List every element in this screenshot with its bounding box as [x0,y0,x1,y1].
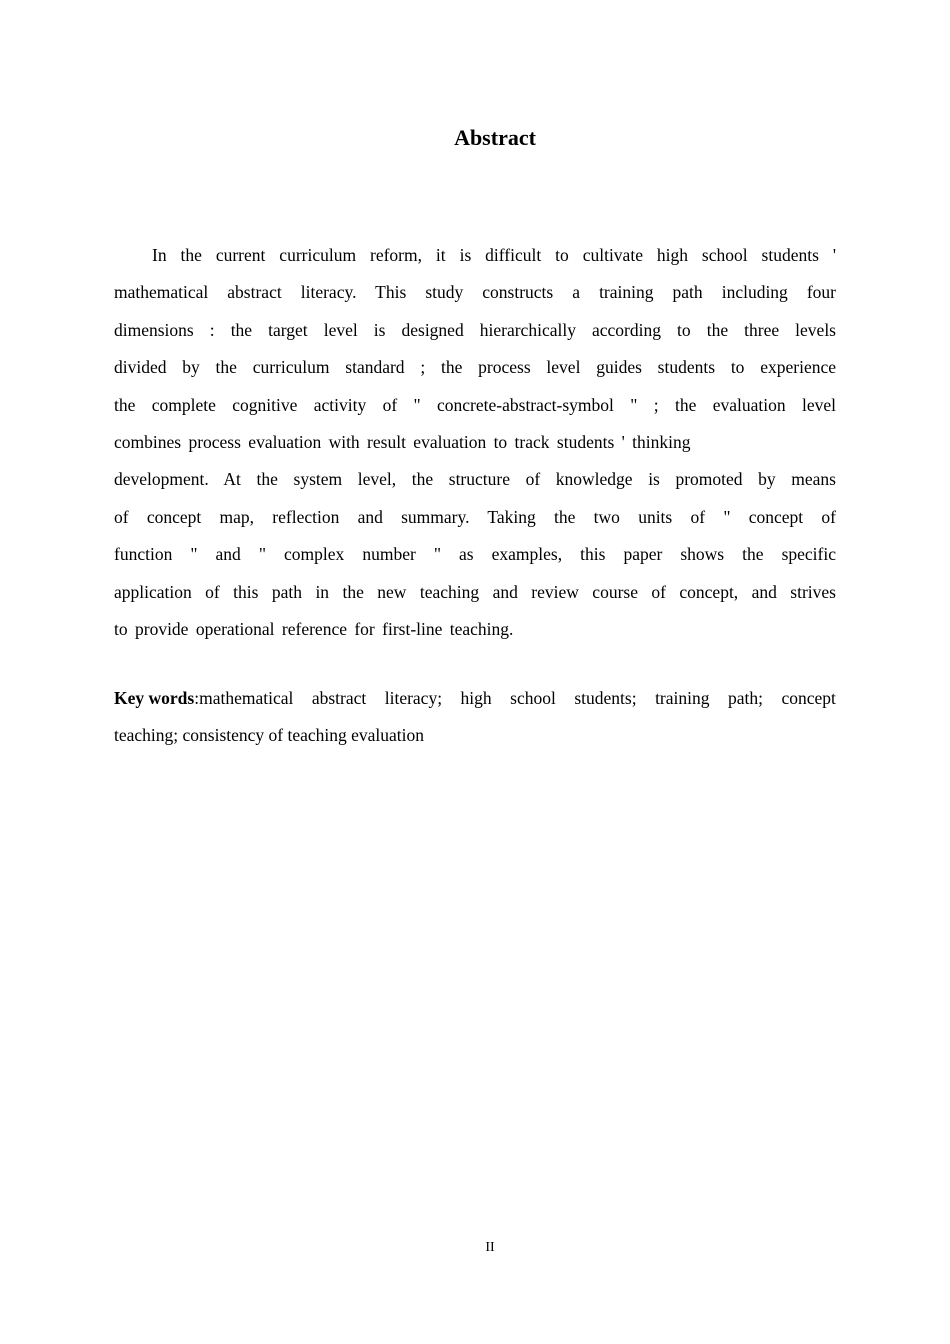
abstract-line: function " and " complex number " as examples, this paper shows the specific [114,544,836,565]
abstract-line: of concept map, reflection and summary. Taking the two units of " concept of [114,506,836,527]
keyword-word: mathematical [199,688,294,708]
keyword-word: concept [781,688,836,708]
abstract-body [114,237,836,648]
keywords-line-1 [114,680,836,717]
abstract-line: the complete cognitive activity of " concrete-abstract-symbol " ; the evaluation level [114,394,836,415]
keywords-section [114,680,836,755]
abstract-line: application of this path in the new teaching and review course of concept, and strives [114,581,836,602]
abstract-line: dimensions : the target level is designed hierarchically according to the three levels [114,319,836,340]
abstract-line: mathematical abstract literacy. This study constructs a training path including four [114,282,836,303]
keywords-label-group: Key words:mathematical [114,688,294,708]
keywords-line-2: teaching; consistency of teaching evaluation [114,725,425,746]
abstract-line: to provide operational reference for first-line teaching. [114,618,514,639]
keyword-word: literacy; [384,688,443,708]
abstract-title: Abstract [454,125,536,150]
keyword-word: school [510,688,556,708]
keyword-word: training [655,688,710,708]
abstract-line: combines process evaluation with result evaluation to track students ' thinking [114,431,691,452]
abstract-line: In the current curriculum reform, it is difficult to cultivate high school students ' [152,245,836,265]
keyword-word: path; [727,688,763,708]
keyword-word: high [460,688,492,708]
keyword-word: students; [574,688,637,708]
abstract-line: divided by the curriculum standard ; the process level guides students to experience [114,357,836,378]
abstract-line: development. At the system level, the structure of knowledge is promoted by means [114,469,836,490]
page-number: II [485,1240,495,1255]
keywords-label: Key words [114,688,195,708]
keyword-word: abstract [311,688,367,708]
